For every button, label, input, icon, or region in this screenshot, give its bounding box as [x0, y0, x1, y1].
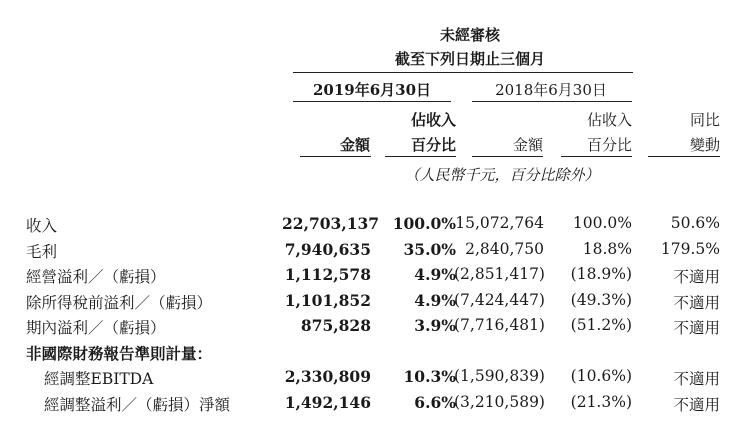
- row-label: 經調整EBITDA: [44, 370, 154, 388]
- amount-2019-cell: 1,101,852: [284, 290, 371, 310]
- pct-2019-cell: 10.3%: [403, 367, 456, 386]
- row-label: 收入: [26, 217, 58, 235]
- pct-2019-cell: 100.0%: [392, 214, 456, 233]
- amount-2019-cell: 7,940,635: [284, 239, 371, 259]
- period-label: 截至下列日期止三個月: [394, 50, 545, 68]
- amount-2019-cell: 1,112,578: [284, 265, 371, 284]
- non-ifrs-title: 非國際財務報告準則計量：: [26, 343, 213, 363]
- row-label: 經營溢利／（虧損）: [26, 268, 166, 286]
- row-label: 期內溢利／（虧損）: [26, 319, 166, 337]
- pct-2019-cell: 35.0%: [403, 239, 456, 259]
- amount-2019-cell: 22,703,137: [282, 214, 380, 233]
- amount-2018-cell: (7,716,481): [454, 316, 545, 334]
- pct-2019-cell: 4.9%: [414, 265, 456, 284]
- rule-amount-2018: [472, 156, 543, 157]
- pct-2019-header-2: 百分比: [410, 136, 456, 154]
- pct-2019-cell: 6.6%: [414, 392, 456, 412]
- amount-2018-cell: 2,840,750: [465, 239, 544, 258]
- pct-2018-header-1: 佔收入: [586, 111, 632, 129]
- pct-2018-header-2: 百分比: [586, 136, 632, 154]
- header-rule-top: [293, 72, 633, 73]
- yoy-change-cell: 179.5%: [660, 239, 720, 258]
- pct-2019-header-1: 佔收入: [410, 111, 456, 129]
- yoy-change-cell: 不適用: [673, 370, 720, 388]
- pct-2018-cell: (49.3%): [570, 290, 632, 309]
- yoy-change-cell: 不適用: [673, 293, 720, 312]
- row-label: 除所得稅前溢利／（虧損）: [26, 293, 213, 312]
- yoy-change-cell: 50.6%: [670, 214, 720, 232]
- amount-2018-cell: 15,072,764: [455, 214, 544, 232]
- amount-2019-cell: 2,330,809: [284, 367, 371, 386]
- col-2019-label: 2019年6月30日: [312, 81, 432, 99]
- col-2018-label: 2018年6月30日: [495, 81, 607, 99]
- pct-2019-cell: 4.9%: [414, 290, 456, 310]
- amount-2018-cell: (1,590,839): [454, 367, 545, 385]
- yoy-change-cell: 不適用: [673, 268, 720, 286]
- col-2019-rule: [293, 101, 451, 102]
- unit-note: （人民幣千元，百分比除外）: [404, 166, 600, 184]
- pct-2018-cell: (18.9%): [570, 265, 632, 283]
- yoy-change-cell: 不適用: [673, 395, 720, 414]
- yoy-header-1: 同比: [689, 111, 720, 129]
- amount-2018-header: 金額: [512, 136, 543, 154]
- pct-2019-cell: 3.9%: [414, 316, 456, 335]
- rule-pct-2018: [561, 156, 632, 157]
- pct-2018-cell: 100.0%: [572, 214, 632, 232]
- col-2018-rule: [472, 101, 632, 102]
- amount-2019-header: 金額: [339, 136, 370, 154]
- row-label: 毛利: [26, 242, 58, 261]
- rule-pct-2019: [385, 156, 456, 157]
- pct-2018-cell: 18.8%: [582, 239, 632, 258]
- amount-2018-cell: (7,424,447): [454, 290, 545, 309]
- amount-2019-cell: 1,492,146: [284, 392, 371, 412]
- amount-2018-cell: (3,210,589): [454, 392, 545, 411]
- row-label: 經調整溢利／（虧損）淨額: [44, 395, 231, 414]
- rule-yoy: [648, 156, 720, 157]
- yoy-header-2: 變動: [689, 136, 720, 154]
- yoy-change-cell: 不適用: [673, 319, 720, 337]
- amount-2018-cell: (2,851,417): [454, 265, 545, 283]
- amount-2019-cell: 875,828: [300, 316, 371, 335]
- pct-2018-cell: (51.2%): [570, 316, 632, 334]
- pct-2018-cell: (10.6%): [570, 367, 632, 385]
- rule-amount-2019: [300, 156, 371, 157]
- pct-2018-cell: (21.3%): [570, 392, 632, 411]
- unaudited-label: 未經審核: [439, 26, 500, 44]
